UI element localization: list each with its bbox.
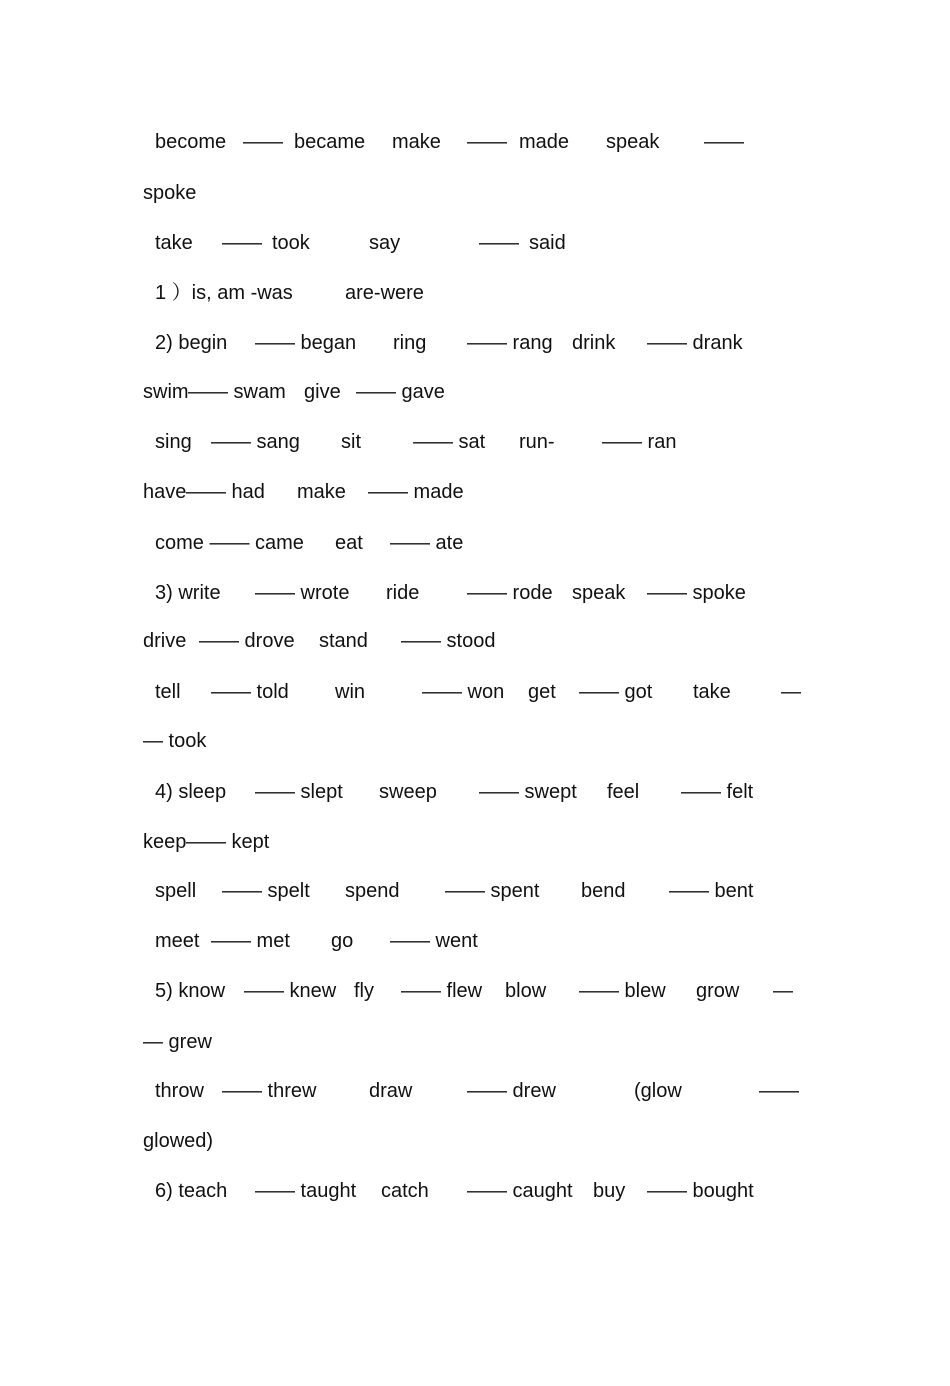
text-line [0, 728, 800, 754]
text-segment: speak [572, 582, 626, 604]
text-segment: speak [606, 131, 660, 153]
text-segment: 6) teach [155, 1180, 228, 1202]
text-segment: draw [369, 1080, 413, 1102]
text-segment: 5) know [155, 980, 226, 1002]
text-segment: give [304, 381, 341, 403]
text-line [0, 180, 800, 206]
text-segment: —— [479, 232, 519, 254]
text-segment: — took [143, 730, 207, 752]
text-line [0, 1178, 800, 1204]
text-segment: 2) begin [155, 332, 228, 354]
text-segment: —— ran [602, 431, 677, 453]
text-segment: — grew [143, 1031, 212, 1053]
text-segment: (glow [634, 1080, 682, 1102]
text-segment: tell [155, 681, 181, 703]
text-segment: sing [155, 431, 192, 453]
text-line [0, 1029, 800, 1055]
text-segment: buy [593, 1180, 626, 1202]
text-segment: —— began [255, 332, 357, 354]
text-segment: —— [222, 232, 262, 254]
text-segment: —— spelt [222, 880, 310, 902]
text-segment: drive [143, 630, 187, 652]
text-segment: bend [581, 880, 626, 902]
text-segment: — [781, 681, 801, 703]
text-segment: —— met [211, 930, 290, 952]
text-segment: —— spoke [647, 582, 746, 604]
text-segment: —— swam [188, 381, 286, 403]
text-segment: keep [143, 831, 187, 853]
text-line [0, 580, 800, 606]
text-segment: take [693, 681, 731, 703]
text-segment: —— [704, 131, 744, 153]
text-segment: —— knew [244, 980, 337, 1002]
text-segment: —— blew [579, 980, 666, 1002]
text-segment: —— sat [413, 431, 486, 453]
text-line [0, 230, 800, 256]
text-segment: become [155, 131, 227, 153]
text-line [0, 479, 800, 505]
text-line [0, 379, 800, 405]
text-segment: —— sang [211, 431, 300, 453]
text-segment: grow [696, 980, 740, 1002]
text-segment: make [392, 131, 441, 153]
text-segment: spend [345, 880, 400, 902]
text-segment: —— threw [222, 1080, 317, 1102]
text-segment: feel [607, 781, 640, 803]
text-segment: —— caught [467, 1180, 573, 1202]
text-segment: —— taught [255, 1180, 357, 1202]
text-segment: say [369, 232, 401, 254]
text-segment: blow [505, 980, 547, 1002]
text-segment: —— gave [356, 381, 445, 403]
text-segment: —— drove [199, 630, 295, 652]
text-line [0, 129, 800, 155]
text-line [0, 829, 800, 855]
text-line [0, 628, 800, 654]
text-line [0, 1078, 800, 1104]
text-segment: sweep [379, 781, 437, 803]
text-line [0, 280, 800, 306]
text-segment: —— made [368, 481, 464, 503]
text-segment: —— rode [467, 582, 553, 604]
text-segment: run- [519, 431, 555, 453]
text-segment: spoke [143, 182, 197, 204]
text-line [0, 1128, 800, 1154]
text-segment: —— [759, 1080, 799, 1102]
text-segment: catch [381, 1180, 429, 1202]
text-segment: made [519, 131, 570, 153]
text-segment: win [335, 681, 366, 703]
text-segment: go [331, 930, 354, 952]
text-segment: —— bent [669, 880, 754, 902]
text-segment: —— felt [681, 781, 754, 803]
text-line [0, 679, 800, 705]
text-segment: —— went [390, 930, 478, 952]
text-segment: meet [155, 930, 200, 952]
text-segment: sit [341, 431, 361, 453]
text-line [0, 779, 800, 805]
text-segment: take [155, 232, 193, 254]
text-segment: come —— came [155, 532, 304, 554]
text-segment: ride [386, 582, 420, 604]
text-segment: —— had [186, 481, 265, 503]
text-segment: —— [243, 131, 283, 153]
text-segment: —— slept [255, 781, 343, 803]
text-segment: 3) write [155, 582, 221, 604]
text-segment: —— [467, 131, 507, 153]
text-segment: —— drank [647, 332, 743, 354]
text-line [0, 429, 800, 455]
text-segment: ring [393, 332, 427, 354]
text-segment: said [529, 232, 566, 254]
text-segment: have [143, 481, 187, 503]
text-line [0, 928, 800, 954]
text-segment: — [773, 980, 793, 1002]
text-segment: —— got [579, 681, 653, 703]
text-segment: glowed) [143, 1130, 214, 1152]
text-line [0, 530, 800, 556]
text-segment: drink [572, 332, 616, 354]
text-segment: swim [143, 381, 189, 403]
text-segment: fly [354, 980, 374, 1002]
text-segment: became [294, 131, 366, 153]
text-segment: —— flew [401, 980, 483, 1002]
text-segment: 1 ）is, am -was [155, 282, 293, 304]
text-segment: —— told [211, 681, 289, 703]
text-segment: spell [155, 880, 197, 902]
text-segment: —— rang [467, 332, 553, 354]
text-segment: —— kept [186, 831, 270, 853]
text-segment: —— spent [445, 880, 540, 902]
text-segment: —— stood [401, 630, 496, 652]
text-segment: took [272, 232, 310, 254]
text-segment: —— swept [479, 781, 577, 803]
text-segment: eat [335, 532, 363, 554]
text-segment: —— bought [647, 1180, 754, 1202]
text-segment: throw [155, 1080, 204, 1102]
text-segment: 4) sleep [155, 781, 227, 803]
text-line [0, 878, 800, 904]
text-line [0, 330, 800, 356]
text-segment: are-were [345, 282, 424, 304]
text-segment: —— wrote [255, 582, 350, 604]
text-segment: —— ate [390, 532, 464, 554]
text-segment: —— drew [467, 1080, 556, 1102]
text-segment: —— won [422, 681, 505, 703]
text-segment: make [297, 481, 346, 503]
text-line [0, 978, 800, 1004]
text-segment: get [528, 681, 556, 703]
text-segment: stand [319, 630, 368, 652]
